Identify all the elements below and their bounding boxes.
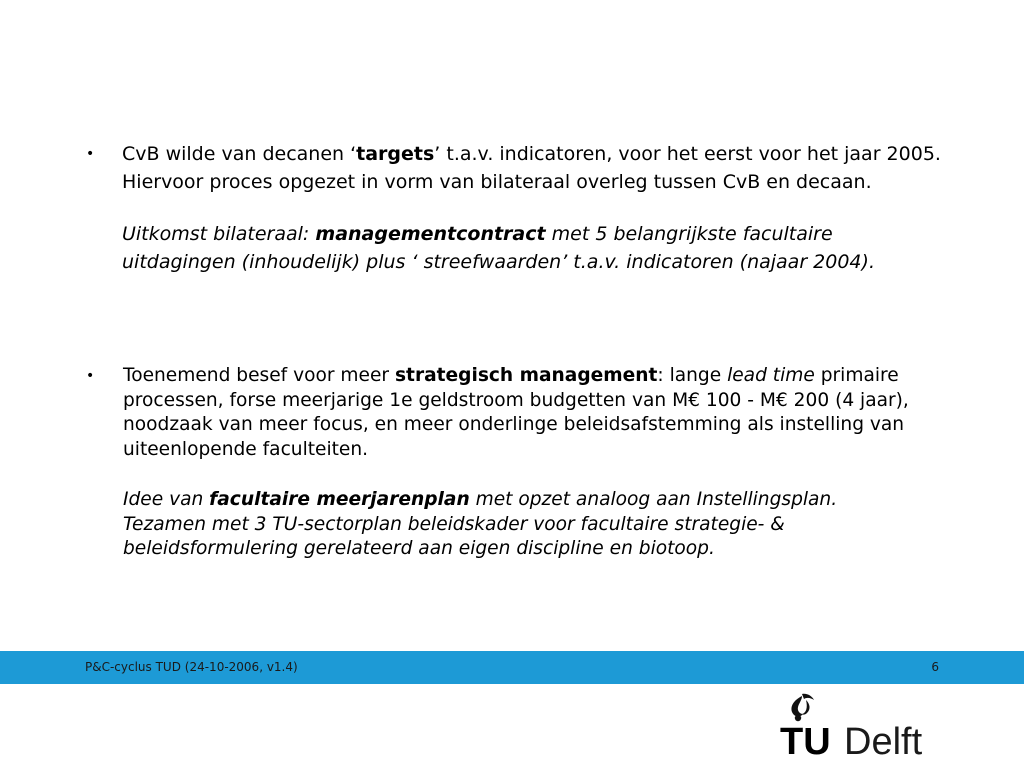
bold-keyword: managementcontract (315, 223, 546, 245)
text-segment: met opzet analoog aan Instellingsplan. (469, 488, 838, 510)
footer-bar (0, 651, 1024, 684)
text-segment: Uitkomst bilateraal: (122, 223, 316, 245)
flame-icon (791, 694, 814, 721)
logo-text-delft: Delft (844, 721, 923, 760)
tudelft-logo-graphic (776, 692, 946, 760)
bullet-2-subtext (123, 488, 1003, 562)
bullet-2-sub-line-1 (123, 488, 1003, 513)
page-number: 6 (931, 660, 939, 674)
tudelft-logo (776, 692, 946, 760)
bullet-2-text (123, 364, 1003, 562)
bullet-marker: • (86, 368, 95, 384)
bullet-2-sub-line-3: beleidsformulering gerelateerd aan eigen discipline en biotoop. (123, 538, 715, 560)
logo-text-tu: TU (780, 721, 831, 760)
text-segment: Idee van (123, 488, 210, 510)
text-segment: : lange (657, 365, 728, 386)
text-segment: met 5 belangrijkste facultaire (545, 223, 833, 245)
italic-keyword: lead time (727, 365, 815, 386)
footer-title: P&C-cyclus TUD (24-10-2006, v1.4) (85, 660, 298, 674)
bullet-marker: • (86, 146, 95, 162)
bullet-2-line-2: processen, forse meerjarige 1e geldstroom budgetten van M€ 100 - M€ 200 (4 jaar), (123, 389, 909, 411)
text-segment: CvB wilde van decanen ‘ (122, 143, 357, 165)
text-segment: primaire (814, 365, 899, 386)
bullet-1-sub-line-2: uitdagingen (inhoudelijk) plus ‘ streefwaarden’ t.a.v. indicatoren (najaar 2004). (122, 251, 875, 273)
text-segment: ’ t.a.v. indicatoren, voor het eerst voor het jaar 2005. (434, 143, 941, 165)
bold-keyword: targets (356, 143, 435, 165)
text-segment: Toenemend besef voor meer (123, 365, 395, 386)
bullet-1-text (122, 140, 1002, 276)
bold-keyword: strategisch management (394, 365, 658, 386)
bullet-1-sub-line-1 (122, 220, 1002, 248)
bullet-1-line-1 (122, 140, 1002, 168)
bold-keyword: facultaire meerjarenplan (209, 488, 470, 510)
bullet-1-subtext (122, 220, 1002, 276)
bullet-2-line-1 (123, 364, 1003, 389)
bullet-1-line-2: Hiervoor proces opgezet in vorm van bilateraal overleg tussen CvB en decaan. (122, 171, 872, 193)
bullet-2-line-3: noodzaak van meer focus, en meer onderlinge beleidsafstemming als instelling van (123, 414, 905, 436)
bullet-2-sub-line-2: Tezamen met 3 TU-sectorplan beleidskader voor facultaire strategie- & (123, 513, 785, 535)
bullet-2-line-4: uiteenlopende faculteiten. (123, 439, 369, 461)
